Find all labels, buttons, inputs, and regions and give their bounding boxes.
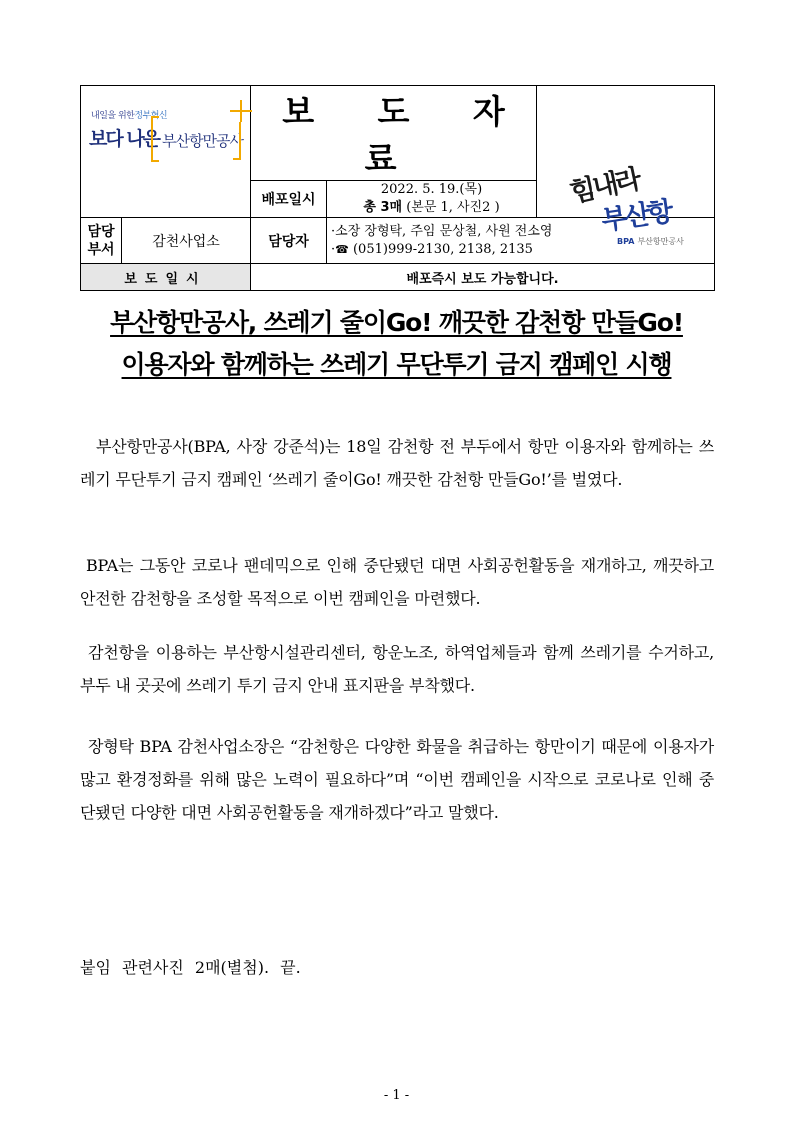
slogan-line-1: 힘내라: [567, 163, 642, 209]
page-number: - 1 -: [383, 1088, 410, 1103]
release-date: 2022. 5. 19.(목): [380, 182, 483, 197]
body-paragraph-1: 부산항만공사(BPA, 사장 강준석)는 18일 감천항 전 부두에서 항만 이용자와 함께하는 쓰레기 무단투기 금지 캠페인 ‘쓰레기 줄이Go! 깨끗한 감천항 만들Go!’를 벌였다.: [80, 437, 714, 489]
bpa-logo: [81, 86, 250, 217]
body-paragraph-3: 감천항을 이용하는 부산항시설관리센터, 항운노조, 하역업체들과 함께 쓰레기를 수거하고, 부두 내 곳곳에 쓰레기 투기 금지 안내 표지판을 부착했다.: [80, 643, 714, 695]
release-time-value: 배포즉시 보도 가능합니다.: [251, 264, 715, 291]
release-time-label: 보도일시: [81, 264, 251, 291]
slogan-cell: [537, 86, 715, 246]
logo-bracket-right: [233, 122, 241, 160]
slogan-line-2: 부산항: [599, 195, 673, 237]
contact-phone-line: ·☎ (051)999-2130, 2138, 2135: [331, 241, 533, 257]
body-paragraph-2: BPA는 그동안 코로나 팬데믹으로 인해 중단됐던 대면 사회공헌활동을 재개하고, 깨끗하고 안전한 감천항을 조성할 목적으로 이번 캠페인을 마련했다.: [80, 556, 714, 608]
dept-row: [81, 218, 251, 264]
document-title: 보 도 자 료: [282, 92, 531, 178]
dept-label: 담당 부서: [81, 218, 122, 263]
dept-name: 감천사업소: [152, 233, 220, 250]
logo-tagline: 내일을 위한정부혁신: [91, 111, 168, 121]
release-date-label: 배포일시: [251, 181, 327, 218]
logo-bracket-left: [151, 116, 159, 162]
logo-cell: [81, 86, 251, 218]
phone-icon: ☎: [335, 242, 349, 256]
slogan-bpa-mark: BPA 부산항만공사: [617, 236, 684, 246]
headline-line-2: 이용자와 함께하는 쓰레기 무단투기 금지 캠페인 시행: [121, 350, 672, 379]
contact-people: ·소장 장형탁, 주임 문상철, 사원 전소영: [331, 223, 553, 239]
body-paragraph-4: 장형탁 BPA 감천사업소장은 “감천항은 다양한 화물을 취급하는 항만이기 때문에 이용자가 많고 환경정화를 위해 많은 노력이 필요하다”며 “이번 캠페인을 시작으로 코로나로 인해 중단됐던 다양한 대면 사회공헌활동을 재개하겠다”라고 말했다.: [80, 737, 714, 822]
title-cell: [251, 86, 537, 181]
logo-company-name: 부산항만공사: [162, 132, 243, 150]
page-count: 총 3매 (본문 1, 사진2 ): [363, 200, 500, 215]
contact-phone: (051)999-2130, 2138, 2135: [352, 241, 533, 257]
headline-line-1: 부산항만공사, 쓰레기 줄이Go! 깨끗한 감천항 만들Go!: [110, 308, 683, 337]
contact-label: 담당자: [251, 218, 327, 264]
logo-big-text: 보다 나은: [89, 128, 160, 150]
attachment-note: 붙임 관련사진 2매(별첨). 끝.: [80, 958, 301, 977]
release-date-cell: [327, 181, 537, 218]
press-release-header-table: [80, 85, 715, 291]
